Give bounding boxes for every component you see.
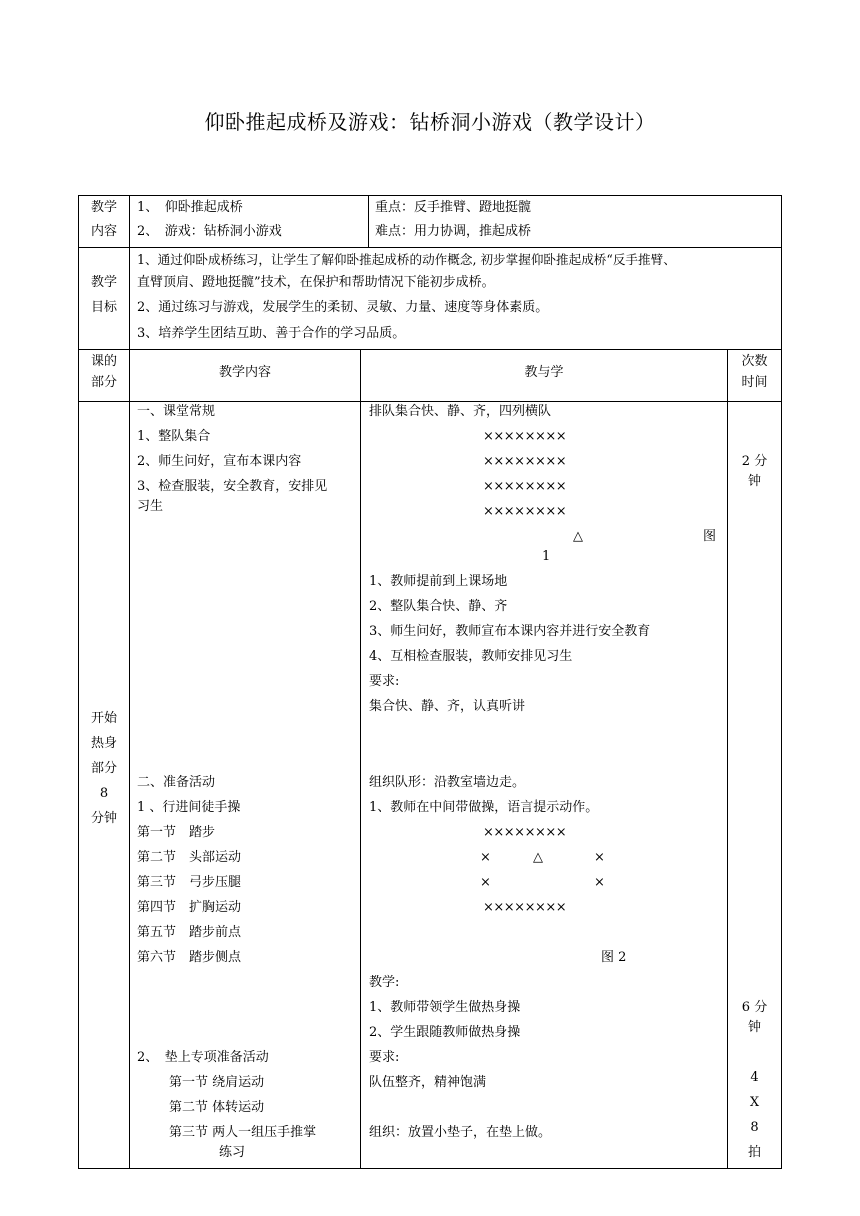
organization-text: 组织队形：沿教室墙边走。 bbox=[369, 775, 526, 790]
mat-3b: 练习 bbox=[219, 1145, 246, 1160]
row1-label-2: 内容 bbox=[90, 224, 117, 239]
teacher-mark: △ bbox=[573, 529, 583, 544]
page-title: 仰卧推起成桥及游戏：钻桥洞小游戏（教学设计） bbox=[204, 110, 656, 134]
section-label-2: 热身 bbox=[90, 736, 117, 751]
content-item-1: 1、 仰卧推起成桥 bbox=[137, 200, 243, 215]
formation-text: 排队集合快、静、齐，四列横队 bbox=[369, 404, 552, 419]
content-item-2: 2、 游戏：钻桥洞小游戏 bbox=[137, 224, 282, 239]
routine-2: 2、师生问好，宣布本课内容 bbox=[137, 454, 302, 469]
figure-2-bottom-row: ×××××××× bbox=[483, 900, 567, 915]
header-time-1: 次数 bbox=[741, 354, 768, 369]
exercise-5: 第五节 踏步前点 bbox=[137, 925, 242, 940]
prep-1: 1 、行进间徒手操 bbox=[137, 800, 241, 815]
formation-row-1: ×××××××× bbox=[483, 429, 567, 444]
requirement-2-text: 队伍整齐，精神饱满 bbox=[369, 1075, 487, 1090]
section-label-4: 8 bbox=[99, 786, 109, 801]
goal-1b: 直臂顶肩、蹬地挺髋”技术，在保护和帮助情况下能初步成桥。 bbox=[137, 275, 495, 290]
teach-2: 2、整队集合快、静、齐 bbox=[369, 599, 508, 614]
time-3a: 4 bbox=[750, 1070, 759, 1085]
exercise-2: 第二节 头部运动 bbox=[137, 850, 242, 865]
time-3d: 拍 bbox=[747, 1145, 761, 1160]
time-2a: 6 分 bbox=[741, 1000, 768, 1015]
row1-label-1: 教学 bbox=[90, 200, 117, 215]
time-2b: 钟 bbox=[747, 1020, 761, 1035]
routine-1: 1、整队集合 bbox=[137, 429, 211, 444]
teach-label: 教学: bbox=[369, 975, 400, 990]
figure-2-left-1: × bbox=[480, 850, 491, 865]
figure-2-teacher: △ bbox=[533, 850, 543, 865]
mat-1: 第一节 绕肩运动 bbox=[169, 1075, 265, 1090]
exercise-4: 第四节 扩胸运动 bbox=[137, 900, 242, 915]
formation-row-3: ×××××××× bbox=[483, 479, 567, 494]
header-part-1: 课的 bbox=[90, 354, 117, 369]
difficult-point: 难点：用力协调，推起成桥 bbox=[375, 224, 532, 239]
figure-2-top-row: ×××××××× bbox=[483, 825, 567, 840]
figure-2-left-2: × bbox=[480, 875, 491, 890]
teach-step-1: 1、教师带领学生做热身操 bbox=[369, 1000, 521, 1015]
figure-2-right-1: × bbox=[594, 850, 605, 865]
goal-1a: 1、通过仰卧成桥练习，让学生了解仰卧推起成桥的动作概念, 初步掌握仰卧推起成桥“反手推臂、 bbox=[137, 252, 676, 267]
requirement-2-label: 要求: bbox=[369, 1050, 400, 1065]
figure-2-label: 图 2 bbox=[601, 950, 627, 965]
row2-label-2: 目标 bbox=[90, 300, 117, 315]
figure-2-right-2: × bbox=[594, 875, 605, 890]
requirement-text: 集合快、静、齐，认真听讲 bbox=[369, 699, 526, 714]
key-point: 重点：反手推臂、蹬地挺髋 bbox=[375, 200, 532, 215]
time-1a: 2 分 bbox=[741, 454, 768, 469]
mat-3a: 第三节 两人一组压手推掌 bbox=[169, 1125, 317, 1140]
routine-title: 一、课堂常规 bbox=[137, 404, 216, 419]
formation-row-4: ×××××××× bbox=[483, 504, 567, 519]
exercise-6: 第六节 踏步侧点 bbox=[137, 950, 242, 965]
header-time-2: 时间 bbox=[741, 375, 768, 390]
figure-1-number: 1 bbox=[542, 549, 551, 564]
routine-3a: 3、检查服装，安全教育，安排见 bbox=[137, 479, 328, 494]
header-content: 教学内容 bbox=[218, 365, 271, 380]
organization-2-text: 组织：放置小垫子，在垫上做。 bbox=[369, 1125, 552, 1140]
header-part-2: 部分 bbox=[90, 375, 117, 390]
section-label-3: 部分 bbox=[90, 761, 117, 776]
section-label-1: 开始 bbox=[90, 711, 117, 726]
time-1b: 钟 bbox=[747, 474, 761, 489]
exercise-1: 第一节 踏步 bbox=[137, 825, 216, 840]
time-3c: 8 bbox=[750, 1120, 759, 1135]
routine-3b: 习生 bbox=[137, 499, 164, 514]
teach-3: 3、师生问好，教师宣布本课内容并进行安全教育 bbox=[369, 624, 651, 639]
formation-row-2: ×××××××× bbox=[483, 454, 567, 469]
goal-3: 3、培养学生团结互助、善于合作的学习品质。 bbox=[137, 326, 406, 341]
row2-label-1: 教学 bbox=[90, 275, 117, 290]
mat-title: 2、 垫上专项准备活动 bbox=[137, 1050, 269, 1065]
teach-4: 4、互相检查服装，教师安排见习生 bbox=[369, 649, 573, 664]
teach-step-2: 2、学生跟随教师做热身操 bbox=[369, 1025, 521, 1040]
goal-2: 2、通过练习与游戏，发展学生的柔韧、灵敏、力量、速度等身体素质。 bbox=[137, 300, 549, 315]
prep-title: 二、准备活动 bbox=[137, 775, 216, 790]
figure-1-label: 图 bbox=[703, 529, 717, 544]
section-label-5: 分钟 bbox=[90, 811, 117, 826]
header-teach: 教与学 bbox=[524, 365, 564, 380]
lead-text: 1、教师在中间带做操，语言提示动作。 bbox=[369, 800, 599, 815]
teach-1: 1、教师提前到上课场地 bbox=[369, 574, 508, 589]
time-3b: X bbox=[749, 1095, 760, 1110]
exercise-3: 第三节 弓步压腿 bbox=[137, 875, 242, 890]
requirement-label: 要求: bbox=[369, 674, 400, 689]
mat-2: 第二节 体转运动 bbox=[169, 1100, 265, 1115]
